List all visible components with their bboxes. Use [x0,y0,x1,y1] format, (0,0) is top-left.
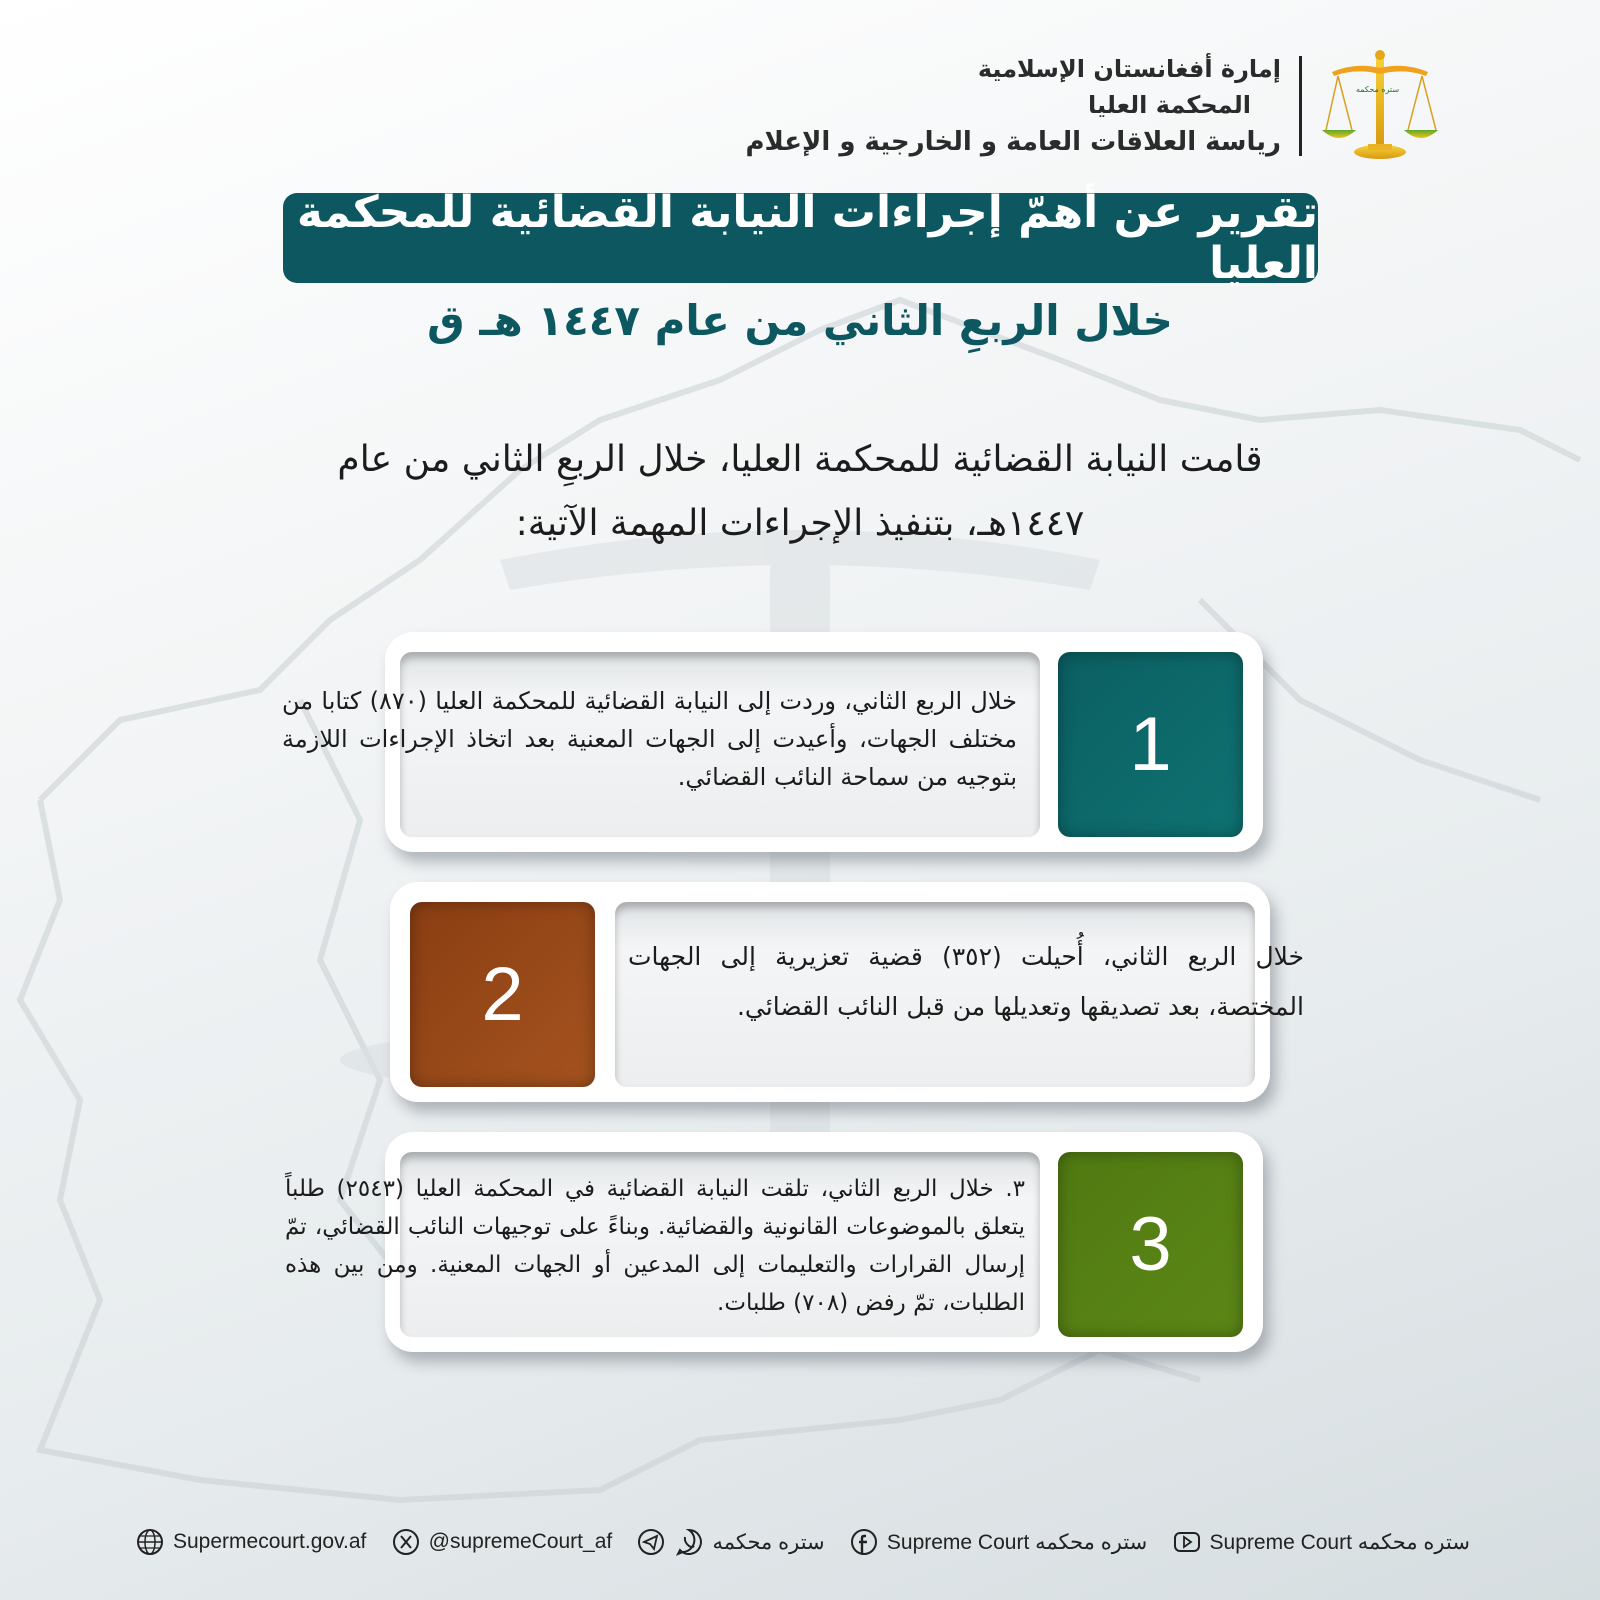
facebook-text: Supreme Court ستره محكمه [886,1530,1148,1554]
facebook-icon [849,1527,879,1557]
organization-name [745,51,1281,161]
youtube-text: Supreme Court ستره محكمه [1209,1530,1470,1554]
card-number-badge: 3 [1058,1152,1243,1337]
x-twitter-icon [391,1527,421,1557]
organization-header [745,46,1440,166]
svg-text:ستره محكمه: ستره محكمه [1356,85,1400,94]
telegram-whatsapp-link[interactable] [636,1527,824,1557]
x-link[interactable] [391,1527,613,1557]
telegram-icon [636,1527,666,1557]
website-link[interactable] [135,1527,366,1557]
youtube-icon [1172,1527,1202,1557]
website-text: Supermecourt.gov.af [173,1530,367,1553]
header-divider [1299,56,1302,156]
report-title: تقرير عن أهمّ إجراءات النيابة القضائية للمحكمة العليا [296,187,1318,289]
telegram-whatsapp-text: ستره محكمه [712,1530,825,1554]
x-handle-text: @supremeCourt_af [428,1530,613,1553]
card-number-badge: 1 [1058,652,1243,837]
header-line-department: رياسة العلاقات العامة و الخارجية و الإعلام [745,127,1281,157]
card-number-badge: 2 [410,902,595,1087]
intro-paragraph: قامت النيابة القضائية للمحكمة العليا، خلال الربعِ الثاني من عام ١٤٤٧هـ، بتنفيذ الإجراءات المهمة الآتية: [337,439,1263,544]
report-title-banner [283,187,1318,289]
header-line-emirate: إمارة أفغانستان الإسلامية [977,55,1281,83]
globe-icon [135,1527,165,1557]
procedure-text-3: ٣. خلال الربع الثاني، تلقت النيابة القضائية في المحكمة العليا (٢٥٤٣) طلباً يتعلق بالموضوعات القانونية والقضائية. وبناءً على توجيهات النائب القضائي، تمّ إرسال القرارات والتعليمات إلى المدعين أو الجهات المعنية. ومن بين هذه الطلبات، تمّ رفض (٧٠٨) طلبات. [285,1176,1026,1316]
whatsapp-icon [674,1527,704,1557]
facebook-link[interactable] [849,1527,1147,1557]
youtube-link[interactable] [1172,1527,1470,1557]
header-line-court: المحكمة العليا [1088,91,1251,119]
scales-of-justice-icon [1320,46,1440,166]
social-footer [135,1522,1470,1562]
report-subtitle: خلال الربعِ الثاني من عام ١٤٤٧ هـ ق [427,296,1173,345]
procedure-text-1: خلال الربع الثاني، وردت إلى النيابة القضائية للمحكمة العليا (٨٧٠) كتابا من مختلف الجهات، وأعيدت إلى الجهات المعنية بعد اتخاذ الإجراءات اللازمة بتوجيه من سماحة النائب القضائي. [282,687,1017,791]
procedure-text-2: خلال الربع الثاني، أُحيلت (٣٥٢) قضية تعزيرية إلى الجهات المختصة، بعد تصديقها وتعديلها من قبل النائب القضائي. [628,942,1304,1021]
